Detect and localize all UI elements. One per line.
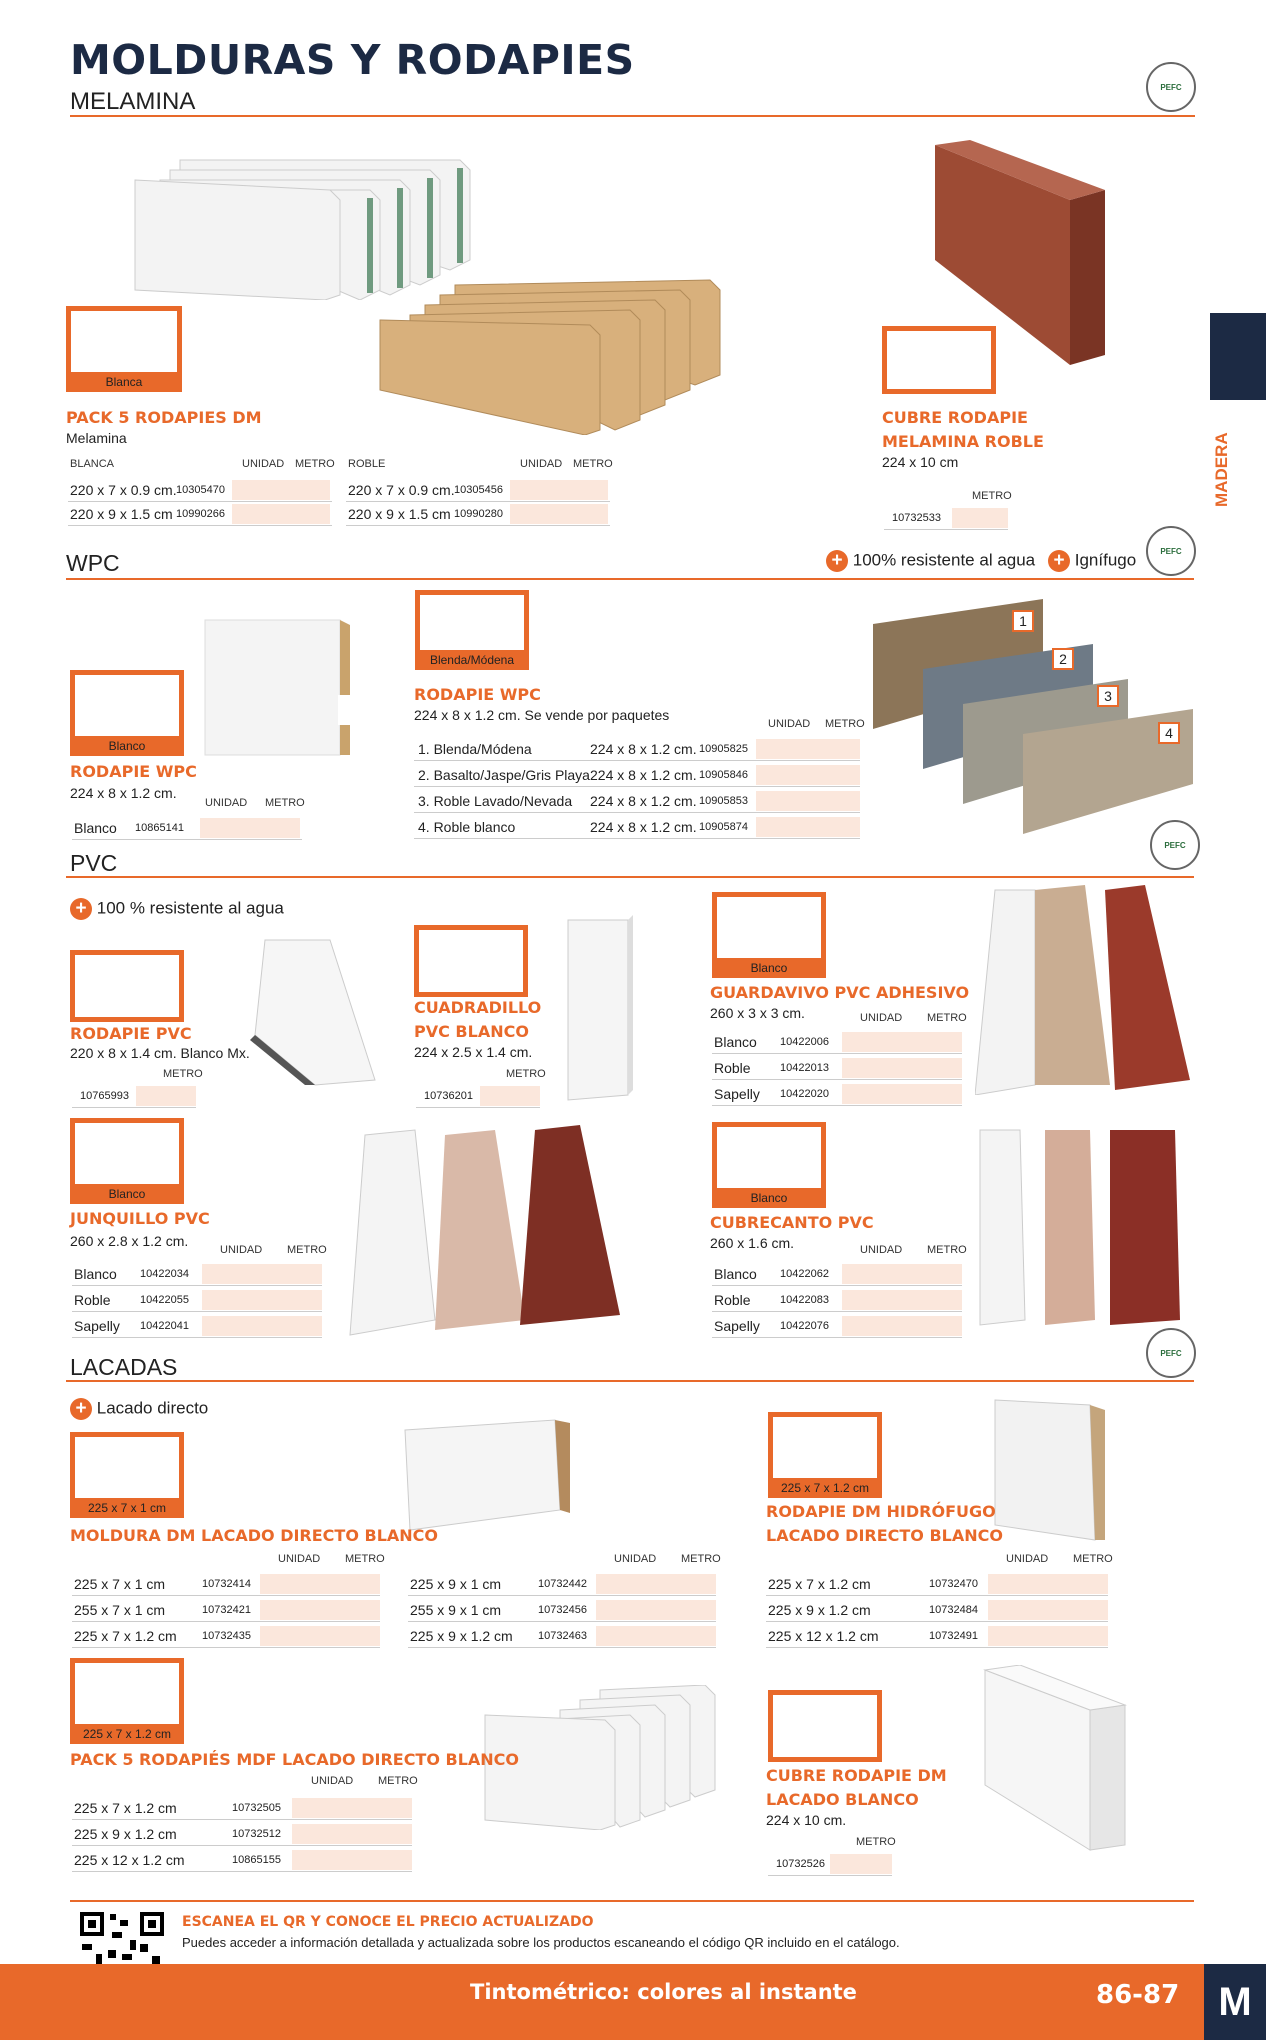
feature-label: 100% resistente al agua bbox=[852, 550, 1036, 570]
row-label: Blanco bbox=[714, 1033, 757, 1050]
feature-lacado bbox=[70, 1398, 208, 1420]
table-row bbox=[712, 1288, 962, 1312]
table-row bbox=[712, 1030, 962, 1054]
divider bbox=[66, 876, 1194, 878]
table-row bbox=[72, 1262, 322, 1286]
row-label: Sapelly bbox=[714, 1317, 760, 1334]
column-header: METRO bbox=[573, 458, 613, 470]
divider bbox=[66, 578, 1194, 580]
row-label: Blanco bbox=[714, 1265, 757, 1282]
rodapie-pvc-image bbox=[250, 935, 380, 1090]
row-code: 10732435 bbox=[202, 1629, 251, 1642]
sample-number: 1 bbox=[1012, 610, 1034, 632]
table-row bbox=[72, 1598, 380, 1622]
swatch-label: Blanco bbox=[712, 958, 826, 978]
table-row bbox=[766, 1624, 1108, 1648]
row-label: 225 x 7 x 1.2 cm bbox=[768, 1575, 871, 1592]
row-code: 10865155 bbox=[232, 1853, 281, 1866]
price-cell bbox=[232, 480, 330, 500]
product-desc: 260 x 1.6 cm. bbox=[710, 1235, 795, 1251]
table-row bbox=[72, 1822, 412, 1846]
row-code: 10422083 bbox=[780, 1293, 829, 1306]
product-desc: 224 x 10 cm. bbox=[766, 1812, 847, 1828]
row-code: 10732442 bbox=[538, 1577, 587, 1590]
color-swatch bbox=[70, 1118, 184, 1204]
row-code: 10905825 bbox=[699, 742, 748, 755]
row-code: 10422006 bbox=[780, 1035, 829, 1048]
color-swatch bbox=[712, 892, 826, 978]
row-label: 225 x 7 x 1 cm bbox=[74, 1575, 166, 1592]
product-name: MOLDURA DM LACADO DIRECTO BLANCO bbox=[70, 1526, 439, 1545]
column-header: UNIDAD bbox=[614, 1553, 657, 1565]
product-name: RODAPIE WPC bbox=[414, 685, 541, 704]
price-cell bbox=[988, 1626, 1108, 1646]
row-label: 1. Blenda/Módena bbox=[418, 740, 532, 757]
row-label: 255 x 7 x 1 cm bbox=[74, 1601, 166, 1618]
row-label: Sapelly bbox=[74, 1317, 120, 1334]
feature-water bbox=[70, 898, 284, 920]
row-label: 225 x 12 x 1.2 cm bbox=[74, 1851, 185, 1868]
price-cell bbox=[988, 1574, 1108, 1594]
section-title: WPC bbox=[66, 550, 120, 576]
row-code: 10732533 bbox=[892, 511, 941, 524]
column-header: METRO bbox=[825, 718, 865, 730]
column-header: UNIDAD bbox=[205, 797, 248, 809]
table-row bbox=[408, 1624, 716, 1648]
table-row bbox=[408, 1572, 716, 1596]
column-header: METRO bbox=[506, 1068, 546, 1080]
row-size: 224 x 8 x 1.2 cm. bbox=[590, 818, 697, 835]
row-code: 10990266 bbox=[176, 507, 225, 520]
row-label: 225 x 9 x 1 cm bbox=[410, 1575, 502, 1592]
row-label: 220 x 9 x 1.5 cm bbox=[348, 505, 451, 522]
product-name: PACK 5 RODAPIÉS MDF LACADO DIRECTO BLANCO bbox=[70, 1750, 520, 1769]
sample-number: 4 bbox=[1158, 722, 1180, 744]
price-cell bbox=[596, 1626, 716, 1646]
column-header: METRO bbox=[265, 797, 305, 809]
price-cell bbox=[510, 504, 608, 524]
color-swatch bbox=[882, 326, 996, 394]
row-label: Blanco bbox=[74, 819, 117, 836]
price-cell bbox=[480, 1086, 540, 1106]
color-swatch bbox=[66, 306, 182, 392]
product-name: RODAPIE PVC bbox=[70, 1024, 192, 1043]
table-row bbox=[416, 1084, 540, 1108]
row-size: 224 x 8 x 1.2 cm. bbox=[590, 740, 697, 757]
column-header: METRO bbox=[856, 1836, 896, 1848]
price-cell bbox=[232, 504, 330, 524]
pefc-logo: PEFC bbox=[1146, 526, 1196, 576]
column-header: UNIDAD bbox=[311, 1775, 354, 1787]
side-tab-label: MADERA bbox=[1212, 432, 1231, 508]
table-row bbox=[72, 1796, 412, 1820]
feature-fire bbox=[1048, 550, 1136, 572]
column-header: UNIDAD bbox=[220, 1244, 263, 1256]
price-cell bbox=[260, 1574, 380, 1594]
table-row bbox=[72, 1084, 196, 1108]
column-header: BLANCA bbox=[70, 458, 115, 470]
page-numbers: 86-87 bbox=[1096, 1980, 1180, 2010]
product-desc: Melamina bbox=[66, 430, 127, 446]
product-name: GUARDAVIVO PVC ADHESIVO bbox=[710, 983, 970, 1002]
column-header: UNIDAD bbox=[860, 1012, 903, 1024]
product-desc: 224 x 8 x 1.2 cm. bbox=[70, 785, 177, 801]
divider bbox=[70, 115, 1195, 117]
table-row bbox=[72, 816, 302, 840]
row-code: 10305470 bbox=[176, 483, 225, 496]
price-cell bbox=[830, 1854, 892, 1874]
row-label: 225 x 7 x 1.2 cm bbox=[74, 1799, 177, 1816]
row-code: 10905874 bbox=[699, 820, 748, 833]
table-row bbox=[712, 1082, 962, 1106]
row-code: 10732484 bbox=[929, 1603, 978, 1616]
row-label: 220 x 7 x 0.9 cm. bbox=[70, 481, 177, 498]
row-label: 220 x 7 x 0.9 cm. bbox=[348, 481, 455, 498]
price-cell bbox=[756, 765, 860, 785]
column-header: UNIDAD bbox=[520, 458, 563, 470]
row-code: 10732456 bbox=[538, 1603, 587, 1616]
table-row bbox=[346, 478, 610, 502]
row-code: 10305456 bbox=[454, 483, 503, 496]
product-name: CUBRE RODAPIE DM LACADO BLANCO bbox=[766, 1766, 947, 1809]
column-header: METRO bbox=[1073, 1553, 1113, 1565]
color-swatch bbox=[70, 670, 184, 756]
swatch-label: Blenda/Módena bbox=[415, 650, 529, 670]
price-cell bbox=[510, 480, 608, 500]
brand-logo: M bbox=[1204, 1964, 1266, 2040]
color-swatch bbox=[415, 590, 529, 670]
row-label: Roble bbox=[74, 1291, 111, 1308]
price-cell bbox=[292, 1798, 412, 1818]
row-code: 10422020 bbox=[780, 1087, 829, 1100]
row-code: 10422041 bbox=[140, 1319, 189, 1332]
row-code: 10422055 bbox=[140, 1293, 189, 1306]
color-swatch bbox=[768, 1412, 882, 1498]
color-swatch bbox=[768, 1690, 882, 1762]
column-header: METRO bbox=[378, 1775, 418, 1787]
row-label: 3. Roble Lavado/Nevada bbox=[418, 792, 573, 809]
side-tab bbox=[1210, 313, 1266, 400]
swatch-label: Blanco bbox=[70, 736, 184, 756]
sample-number: 2 bbox=[1052, 648, 1074, 670]
divider bbox=[70, 1900, 1194, 1902]
product-desc: 260 x 2.8 x 1.2 cm. bbox=[70, 1233, 189, 1249]
section-title: PVC bbox=[70, 850, 118, 876]
price-cell bbox=[596, 1600, 716, 1620]
column-header: METRO bbox=[163, 1068, 203, 1080]
table-row bbox=[72, 1848, 412, 1872]
table-row bbox=[712, 1262, 962, 1286]
column-header: METRO bbox=[345, 1553, 385, 1565]
price-cell bbox=[202, 1264, 322, 1284]
table-row bbox=[766, 1598, 1108, 1622]
column-header: METRO bbox=[295, 458, 335, 470]
table-row bbox=[72, 1572, 380, 1596]
product-name: CUBRECANTO PVC bbox=[710, 1213, 874, 1232]
product-name: RODAPIE DM HIDRÓFUGO LACADO DIRECTO BLANCO bbox=[766, 1502, 1003, 1545]
plus-icon: + bbox=[826, 550, 848, 572]
column-header: METRO bbox=[927, 1012, 967, 1024]
table-row bbox=[68, 502, 332, 526]
plus-icon: + bbox=[1048, 550, 1070, 572]
feature-label: Lacado directo bbox=[96, 1398, 209, 1418]
row-code: 10990280 bbox=[454, 507, 503, 520]
moldura-lacado-image bbox=[400, 1415, 575, 1535]
price-cell bbox=[842, 1290, 962, 1310]
table-row bbox=[68, 478, 332, 502]
pefc-logo: PEFC bbox=[1146, 1328, 1196, 1378]
table-row bbox=[72, 1314, 322, 1338]
table-row bbox=[414, 815, 860, 839]
price-cell bbox=[842, 1084, 962, 1104]
row-label: Roble bbox=[714, 1059, 751, 1076]
row-code: 10732463 bbox=[538, 1629, 587, 1642]
row-code: 10732470 bbox=[929, 1577, 978, 1590]
row-label: 255 x 9 x 1 cm bbox=[410, 1601, 502, 1618]
row-label: 225 x 9 x 1.2 cm bbox=[74, 1825, 177, 1842]
product-name: CUADRADILLO PVC BLANCO bbox=[414, 998, 542, 1041]
row-label: 225 x 9 x 1.2 cm bbox=[410, 1627, 513, 1644]
table-row bbox=[884, 506, 1008, 530]
junquillo-image bbox=[345, 1125, 625, 1340]
product-desc: 220 x 8 x 1.4 cm. Blanco Mx. bbox=[70, 1045, 250, 1061]
table-row bbox=[766, 1572, 1108, 1596]
cubre-lacado-image bbox=[980, 1665, 1130, 1855]
price-cell bbox=[260, 1600, 380, 1620]
product-name: RODAPIE WPC bbox=[70, 762, 197, 781]
table-row bbox=[72, 1624, 380, 1648]
table-row bbox=[346, 502, 610, 526]
row-code: 10422034 bbox=[140, 1267, 189, 1280]
page-title: MOLDURAS Y RODAPIES bbox=[70, 36, 635, 84]
column-header: UNIDAD bbox=[1006, 1553, 1049, 1565]
qr-text: Puedes acceder a información detallada y actualizada sobre los productos escaneando el código QR incluido en el catálogo. bbox=[182, 1935, 900, 1950]
price-cell bbox=[136, 1086, 196, 1106]
row-label: Sapelly bbox=[714, 1085, 760, 1102]
price-cell bbox=[952, 508, 1008, 528]
price-cell bbox=[988, 1600, 1108, 1620]
table-row bbox=[414, 737, 860, 761]
price-cell bbox=[596, 1574, 716, 1594]
swatch-label: Blanco bbox=[712, 1188, 826, 1208]
qr-title: ESCANEA EL QR Y CONOCE EL PRECIO ACTUALIZADO bbox=[182, 1914, 594, 1930]
section-melamina: MELAMINA bbox=[70, 88, 196, 115]
color-swatch bbox=[70, 950, 184, 1022]
price-cell bbox=[756, 739, 860, 759]
column-header: UNIDAD bbox=[768, 718, 811, 730]
price-cell bbox=[756, 817, 860, 837]
row-label: 225 x 7 x 1.2 cm bbox=[74, 1627, 177, 1644]
row-code: 10732421 bbox=[202, 1603, 251, 1616]
feature-label: 100 % resistente al agua bbox=[96, 898, 284, 918]
column-header: METRO bbox=[972, 490, 1012, 502]
row-code: 10732491 bbox=[929, 1629, 978, 1642]
feature-water bbox=[826, 550, 1035, 572]
color-swatch bbox=[70, 1658, 184, 1744]
row-label: 225 x 12 x 1.2 cm bbox=[768, 1627, 879, 1644]
column-header: UNIDAD bbox=[860, 1244, 903, 1256]
rodapie-wpc-image bbox=[200, 615, 355, 760]
pefc-logo: PEFC bbox=[1146, 62, 1196, 112]
row-code: 10422013 bbox=[780, 1061, 829, 1074]
product-desc: 260 x 3 x 3 cm. bbox=[710, 1005, 805, 1021]
swatch-label: Blanca bbox=[66, 372, 182, 392]
column-header: METRO bbox=[681, 1553, 721, 1565]
table-row bbox=[408, 1598, 716, 1622]
product-desc: 224 x 2.5 x 1.4 cm. bbox=[414, 1044, 533, 1060]
price-cell bbox=[842, 1032, 962, 1052]
cubrecanto-image bbox=[975, 1125, 1185, 1330]
price-cell bbox=[260, 1626, 380, 1646]
row-code: 10736201 bbox=[424, 1089, 473, 1102]
row-label: 2. Basalto/Jaspe/Gris Playa bbox=[418, 766, 590, 783]
swatch-label: 225 x 7 x 1.2 cm bbox=[70, 1724, 184, 1744]
swatch-label: Blanco bbox=[70, 1184, 184, 1204]
price-cell bbox=[292, 1824, 412, 1844]
product-desc: 224 x 8 x 1.2 cm. Se vende por paquetes bbox=[414, 707, 670, 723]
row-label: 220 x 9 x 1.5 cm bbox=[70, 505, 173, 522]
price-cell bbox=[292, 1850, 412, 1870]
section-title: LACADAS bbox=[70, 1354, 178, 1380]
feature-label: Ignífugo bbox=[1074, 550, 1137, 570]
product-name: JUNQUILLO PVC bbox=[70, 1209, 210, 1228]
row-label: 4. Roble blanco bbox=[418, 818, 516, 835]
row-size: 224 x 8 x 1.2 cm. bbox=[590, 766, 697, 783]
price-cell bbox=[202, 1290, 322, 1310]
row-code: 10905853 bbox=[699, 794, 748, 807]
row-size: 224 x 8 x 1.2 cm. bbox=[590, 792, 697, 809]
row-code: 10732414 bbox=[202, 1577, 251, 1590]
guardavivo-image bbox=[975, 885, 1195, 1095]
color-swatch bbox=[712, 1122, 826, 1208]
pefc-logo: PEFC bbox=[1150, 820, 1200, 870]
price-cell bbox=[842, 1264, 962, 1284]
hidrofugo-image bbox=[990, 1395, 1115, 1545]
row-code: 10732505 bbox=[232, 1801, 281, 1814]
product-desc: 224 x 10 cm bbox=[882, 454, 959, 470]
divider bbox=[66, 1380, 1194, 1382]
table-row bbox=[712, 1314, 962, 1338]
product-name: CUBRE RODAPIE MELAMINA ROBLE bbox=[882, 408, 1044, 451]
row-label: 225 x 9 x 1.2 cm bbox=[768, 1601, 871, 1618]
row-code: 10732512 bbox=[232, 1827, 281, 1840]
price-cell bbox=[842, 1316, 962, 1336]
row-code: 10732526 bbox=[776, 1857, 825, 1870]
table-row bbox=[414, 763, 860, 787]
plus-icon: + bbox=[70, 1398, 92, 1420]
price-cell bbox=[842, 1058, 962, 1078]
column-header: UNIDAD bbox=[242, 458, 285, 470]
table-row bbox=[414, 789, 860, 813]
pack5-oak-image bbox=[375, 275, 725, 435]
column-header: UNIDAD bbox=[278, 1553, 321, 1565]
footer-slogan: Tintométrico: colores al instante bbox=[470, 1980, 857, 2004]
swatch-label: 225 x 7 x 1.2 cm bbox=[768, 1478, 882, 1498]
plus-icon: + bbox=[70, 898, 92, 920]
swatch-label: 225 x 7 x 1 cm bbox=[70, 1498, 184, 1518]
sample-number: 3 bbox=[1097, 685, 1119, 707]
table-row bbox=[712, 1056, 962, 1080]
price-cell bbox=[756, 791, 860, 811]
column-header: METRO bbox=[927, 1244, 967, 1256]
price-cell bbox=[200, 818, 300, 838]
row-label: Blanco bbox=[74, 1265, 117, 1282]
row-label: Roble bbox=[714, 1291, 751, 1308]
row-code: 10905846 bbox=[699, 768, 748, 781]
color-swatch bbox=[414, 925, 528, 997]
row-code: 10765993 bbox=[80, 1089, 129, 1102]
row-code: 10422076 bbox=[780, 1319, 829, 1332]
table-row bbox=[768, 1852, 892, 1876]
color-swatch bbox=[70, 1432, 184, 1518]
row-code: 10422062 bbox=[780, 1267, 829, 1280]
product-name: PACK 5 RODAPIES DM bbox=[66, 408, 262, 427]
row-code: 10865141 bbox=[135, 821, 184, 834]
column-header: ROBLE bbox=[348, 458, 386, 470]
price-cell bbox=[202, 1316, 322, 1336]
cuadradillo-image bbox=[558, 915, 638, 1105]
table-row bbox=[72, 1288, 322, 1312]
column-header: METRO bbox=[287, 1244, 327, 1256]
